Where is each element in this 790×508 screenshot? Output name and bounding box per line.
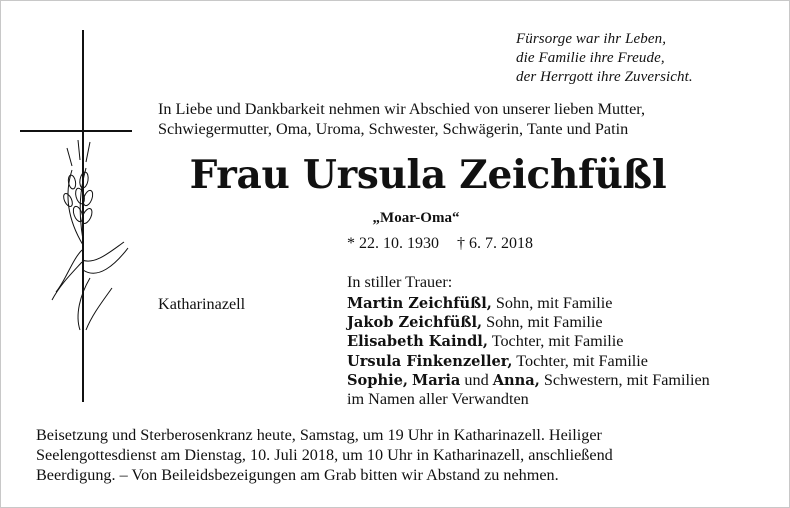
intro-line: In Liebe und Dankbarkeit nehmen wir Abschied von unserer lieben Mutter,	[158, 100, 646, 118]
relatives-line: im Namen aller Verwandten	[347, 390, 529, 409]
mourner-entry	[347, 352, 777, 371]
mourner-conjunction: und	[460, 370, 493, 389]
mourner-name: Martin Zeichfüßl,	[347, 295, 492, 312]
mourner-entry	[347, 313, 777, 332]
intro-text	[158, 99, 768, 139]
mourner-relation: Schwestern, mit Familien	[539, 370, 710, 389]
quote-line: der Herrgott ihre Zuversicht.	[516, 69, 693, 85]
mourner-name: Ursula Finkenzeller,	[347, 352, 513, 370]
place-name: Katharinazell	[158, 295, 246, 313]
mourner-name: Maria	[412, 371, 461, 389]
mourner-relation: Sohn, mit Familie	[491, 294, 613, 312]
mourner-entry	[347, 332, 777, 351]
funeral-details	[36, 425, 766, 485]
life-dates	[347, 234, 533, 254]
memorial-quote	[516, 30, 776, 87]
deceased-name: Frau Ursula Zeichfüßl	[189, 152, 667, 198]
funeral-details-line: Beisetzung und Sterberosenkranz heute, Samstag, um 19 Uhr in Katharinazell. Heiliger	[36, 426, 602, 444]
mourner-relation: Sohn, mit Familie	[482, 313, 603, 332]
mourner-name: Sophie,	[347, 371, 408, 389]
mourners-list	[347, 294, 777, 409]
mourner-relation: Tochter, mit Familie	[487, 332, 624, 351]
quote-line: Fürsorge war ihr Leben,	[516, 31, 667, 47]
mourner-name: Jakob Zeichfüßl,	[347, 314, 483, 332]
mourner-entry-siblings	[347, 371, 777, 390]
birth-date: * 22. 10. 1930	[347, 235, 439, 252]
mourner-entry	[347, 294, 777, 313]
funeral-details-line: Seelengottesdienst am Dienstag, 10. Juli 2018, um 10 Uhr in Katharinazell, anschließend	[36, 446, 613, 464]
mourner-name: Anna,	[492, 371, 540, 389]
mourner-relation: Tochter, mit Familie	[512, 351, 648, 370]
funeral-details-line: Beerdigung. – Von Beileidsbezeigungen am Grab bitten wir Abstand zu nehmen.	[36, 466, 559, 484]
deceased-nickname: „Moar-Oma“	[372, 210, 460, 226]
death-date: † 6. 7. 2018	[457, 235, 533, 252]
mourning-heading: In stiller Trauer:	[347, 273, 453, 291]
intro-line: Schwiegermutter, Oma, Uroma, Schwester, Schwägerin, Tante und Patin	[158, 120, 629, 138]
quote-line: die Familie ihre Freude,	[516, 50, 665, 66]
mourner-name: Elisabeth Kaindl,	[347, 333, 488, 351]
